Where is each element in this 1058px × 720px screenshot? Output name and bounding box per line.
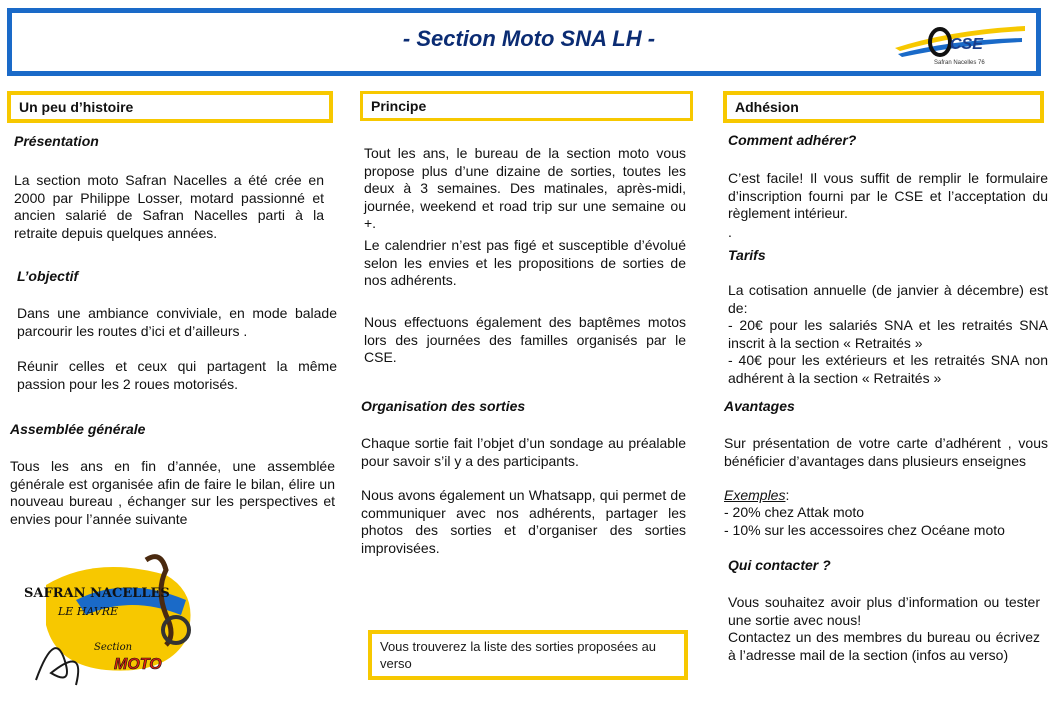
logo-line4: MOTO [114,656,162,673]
logo-caption: Safran Nacelles 76 [934,60,985,66]
adherer-heading: Comment adhérer? [728,132,857,148]
tarifs-text-1: La cotisation annuelle (de janvier à décembre) est de: [728,282,1048,316]
adherer-dot: . [728,224,732,240]
objectif-text-1: Dans une ambiance conviviale, en mode balade parcourir les routes d’ici et d’ailleurs . [17,305,337,339]
principe-text-3: Nous effectuons également des baptêmes motos lors des journées des familles organisés par le CSE. [364,314,686,365]
cse-logo [890,18,1030,74]
verso-note-text: Vous trouverez la liste des sorties proposées au verso [380,639,657,671]
org-heading: Organisation des sorties [361,398,526,414]
contact-text-2: Contactez un des membres du bureau ou écrivez à l’adresse mail de la section (infos au verso) [728,629,1040,663]
adherer-text: C’est facile! Il vous suffit de remplir le formulaire d’inscription fourni par le CSE et l’acceptation du règlement intérieur. [728,170,1048,221]
objectif-heading: L’objectif [17,268,79,284]
section-history-header [7,91,333,123]
page-title: - Section Moto SNA LH - [402,26,656,51]
section-adhesion-header [723,91,1044,123]
exemple-1: - 20% chez Attak moto [724,504,865,520]
logo-line3: Section [94,642,133,653]
principe-text-2: Le calendrier n’est pas figé et susceptible d’évolué selon les envies et les propositions de sorties de nos adhérents. [364,237,686,288]
section-principe-header [360,91,693,121]
org-text-1: Chaque sortie fait l’objet d’un sondage au préalable pour savoir s’il y a des participants. [361,435,686,469]
logo-line2: LE HAVRE [58,605,119,618]
tarifs-heading: Tarifs [728,247,766,263]
contact-heading: Qui contacter ? [728,557,831,573]
exemples-label-row [724,487,789,505]
objectif-text-2: Réunir celles et ceux qui partagent la même passion pour les 2 roues motorisés. [17,358,337,392]
tarifs-text-3: - 40€ pour les extérieurs et les retraités SNA non adhérent à la section « Retraités » [728,352,1048,386]
avantages-heading: Avantages [724,398,795,414]
exemples-colon: : [785,487,790,503]
ag-heading: Assemblée générale [10,421,146,437]
org-text-2: Nous avons également un Whatsapp, qui permet de communiquer avec nos adhérents, partager les photos des sorties et d’organiser des sorties improvisées. [361,487,686,556]
section-adhesion-title: Adhésion [735,99,799,115]
exemples-label: Exemples [724,487,786,503]
avantages-text: Sur présentation de votre carte d’adhérent , vous bénéficier d’avantages dans plusieurs enseignes [724,435,1048,469]
presentation-heading: Présentation [14,133,99,149]
logo-text: CSE [950,36,983,53]
presentation-text: La section moto Safran Nacelles a été crée en 2000 par Philippe Losser, motard passionné et ancien salarié de Safran Nacelles parti à la retraite depuis quelques années. [14,172,324,241]
ag-text: Tous les ans en fin d’année, une assemblée générale est organisée afin de faire le bilan, élire un nouveau bureau , échanger sur les perspectives et envies pour l’année suivante [10,458,335,527]
contact-text-1: Vous souhaitez avoir plus d’information ou tester une sortie avec nous! [728,594,1040,628]
principe-text-1: Tout les ans, le bureau de la section moto vous propose plus d’une dizaine de sorties, toutes les deux à 3 semaines. Des matinales, après-midi, journée, weekend et road trip sur une semaine ou +. [364,145,686,231]
verso-note-box [368,630,688,680]
moto-section-logo [16,545,216,695]
exemple-2: - 10% sur les accessoires chez Océane moto [724,522,1005,538]
section-principe-title: Principe [371,98,427,114]
tarifs-text-2: - 20€ pour les salariés SNA et les retraités SNA inscrit à la section « Retraités » [728,317,1048,351]
logo-line1: SAFRAN NACELLES [24,586,170,601]
section-history-title: Un peu d’histoire [19,99,134,115]
